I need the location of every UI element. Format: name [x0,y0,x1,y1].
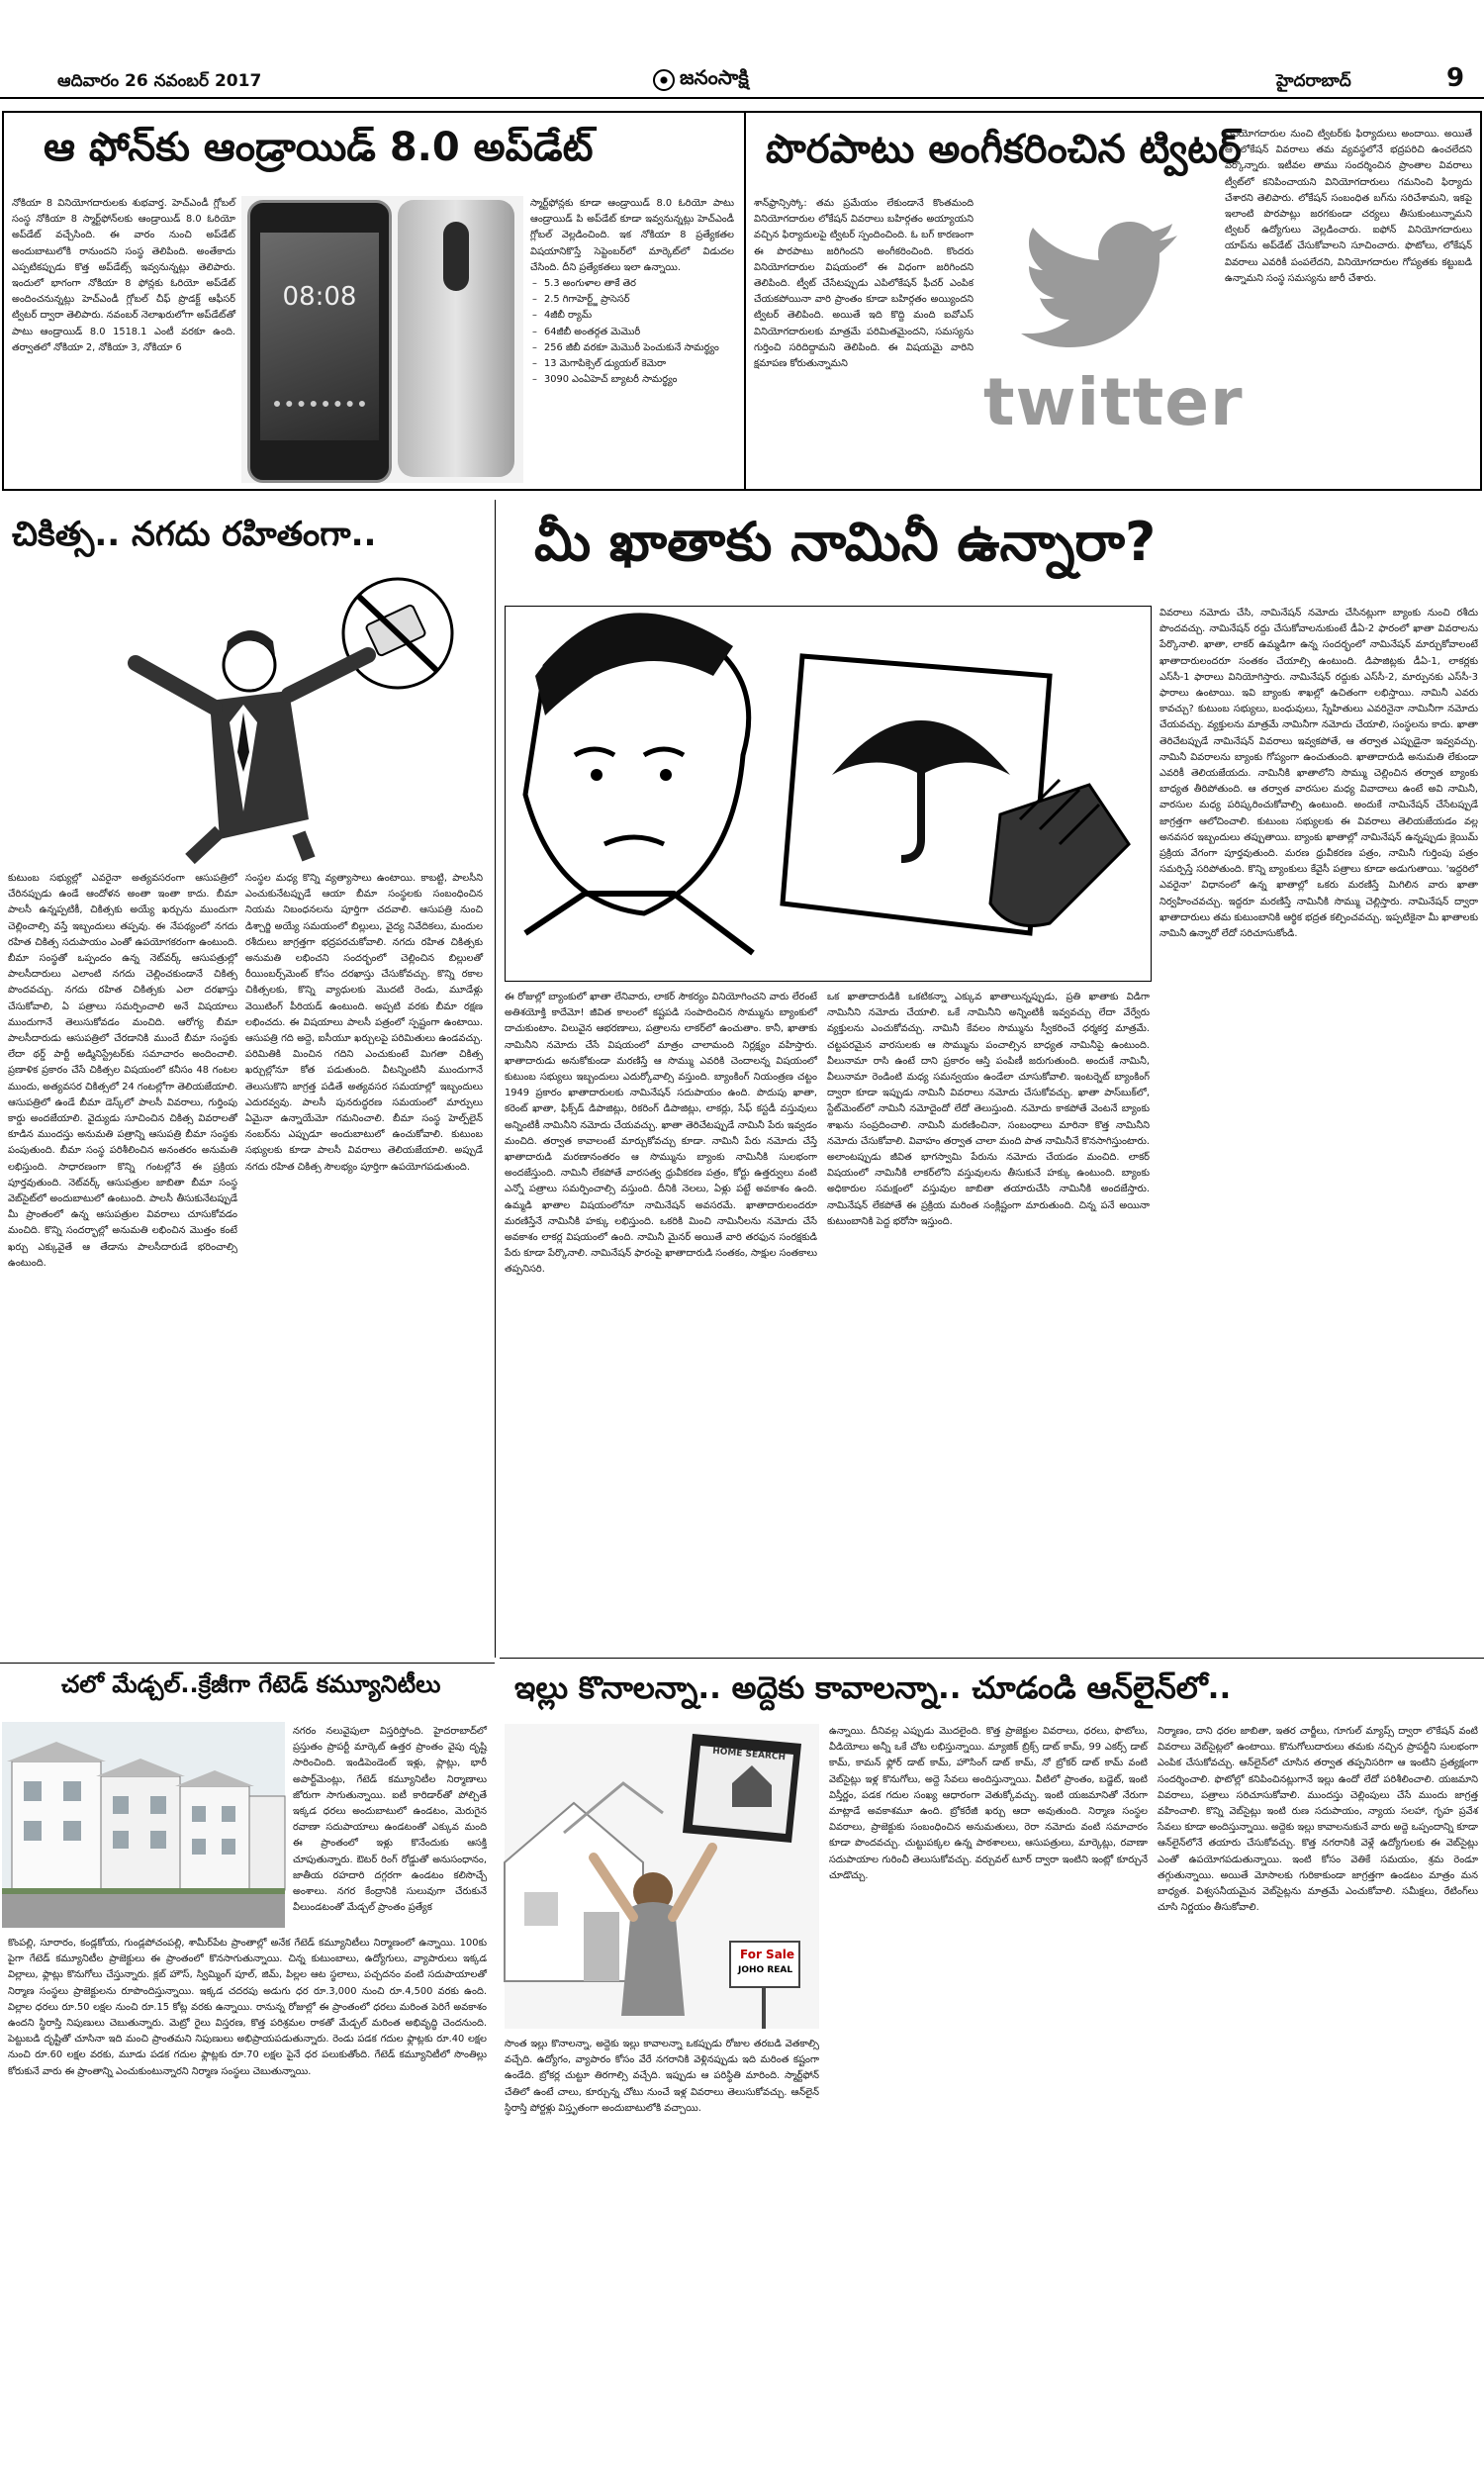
apartment-buildings-icon [2,1722,285,1928]
android-col2 [530,196,734,483]
worried-man-umbrella-icon [506,607,1151,981]
logo-emblem-icon [653,69,675,91]
twitter-story [744,111,1482,491]
twitter-wordmark: twitter [983,364,1244,440]
twitter-headline: పొరపాటు అంగీకరించిన ట్విటర్ [766,127,1242,172]
android-lead-text: నోకియా 8 వినియోగదారులకు శుభవార్త. హెచ్‌ఎండీ గ్లోబల్ సంస్థ నోకియా 8 స్మార్ట్‌ఫోన్‌లకు ఆండ్రాయిడ్ 8.0 ఓరియో అప్‌డేట్ వచ్చేసింది. ఈ వారం నుంచి అప్‌డేట్ అందుబాటులోకి రానుందని సంస్థ తెలిపింది. అంతేకాదు ఎప్పటికప్పుడు కొత్త అప్‌డేట్స్ ఇవ్వనున్నట్లు తెలిపారు. ఇందులో భాగంగా నోకియా 8 ఫోన్లకు ఓరియో అప్‌డేట్ అందించనున్నట్లు హెచ్‌ఎండీ గ్లోబల్ చీఫ్ ప్రొడక్ట్ ఆఫీసర్ ట్విటర్ ద్వారా తెలిపారు. నవంబర్ నెలాఖరులోగా అప్‌డేట్‌తో పాటు ఆండ్రాయిడ్ 8.0 1518.1 ఎంటీ వరకూ ఉంది. తర్వాతలో నోకియా 2, నోకియా 3, నోకియా 6 [12,198,235,353]
online-col1-tail: సొంత ఇల్లు కొనాలన్నా, అద్దెకు ఇల్లు కావాలన్నా ఒకప్పుడు రోజుల తరబడి వెతకాల్సి వచ్చేది. ఉద్యోగం, వ్యాపారం కోసం వేరే నగరానికి వెళ్లినప్పుడు ఇది మరింత కష్టంగా ఉండేది. బ్రోకర్ల చుట్టూ తిరగాల్సి వచ్చేది. ఇప్పుడు ఆ పరిస్థితి మారింది. స్మార్ట్‌ఫోన్ చేతిలో ఉంటే చాలు, కూర్చున్న చోటు నుంచే ఇళ్ల వివరాలు తెలుసుకోవచ్చు. ఆన్‌లైన్ స్థిరాస్తి పోర్టళ్లు విస్తృతంగా అందుబాటులోకి వచ్చాయి. [505,2039,819,2114]
spec-item: – 2.5 గిగాహెర్ట్జ్ ప్రాసెసర్ [544,292,734,308]
online-headline: ఇల్లు కొనాలన్నా.. అద్దెకు కావాలన్నా.. చూడండి ఆన్‌లైన్‌లో.. [514,1670,1232,1706]
spec-item: – 5.3 అంగుళాల తాకే తెర [544,276,734,292]
health-headline: చికిత్స.. నగదు రహితంగా.. [12,515,377,554]
gated-community-image [2,1722,285,1928]
page-number: 9 [1446,63,1465,93]
masthead [0,0,1484,99]
cashless-treatment-illustration [2,574,487,859]
gated-col-right: నగరం నలువైపులా విస్తరిస్తోంది. హైదరాబాద్‌లో ప్రస్తుతం ప్రాపర్టీ మార్కెట్ ఉత్తర ప్రాంతం వైపు దృష్టి సారించింది. ఇండిపెండెంట్ ఇళ్లు, ప్లాట్లు, భారీ అపార్ట్‌మెంట్లు, గేటెడ్ కమ్యూనిటీల నిర్మాణాలు జోరుగా సాగుతున్నాయి. ఐటీ కారిడార్‌తో పోల్చితే ఇక్కడ ధరలు అందుబాటులో ఉండటం, మెరుగైన రవాణా సదుపాయాలు ఉండటంతో ఎక్కువ మంది ఈ ప్రాంతంలో ఇళ్లు కొనేందుకు ఆసక్తి చూపుతున్నారు. ఔటర్ రింగ్ రోడ్డుతో అనుసంధానం, జాతీయ రహదారి దగ్గరగా ఉండటం కలిసొచ్చే అంశాలు. నగర కేంద్రానికి సులువుగా చేరుకునే వీలుండటంతో మేడ్చల్ ప్రాంతం ప్రత్యేక [293,1726,487,1914]
gated-bottom-text: కొంపల్లి, సూరారం, కండ్లకోయ, గుండ్లపోచంపల్లి, శామీర్‌పేట ప్రాంతాల్లో అనేక గేటెడ్ కమ్యూనిటీలు నిర్మాణంలో ఉన్నాయి. 100కు పైగా గేటెడ్ కమ్యూనిటీల ప్రాజెక్టులు ఈ ప్రాంతంలో కొనసాగుతున్నాయి. చిన్న కుటుంబాలు, ఉద్యోగులు, వ్యాపారులు ఇక్కడ విల్లాలు, ఫ్లాట్లు కొనుగోలు చేస్తున్నారు. క్లబ్ హౌస్, స్విమ్మింగ్ పూల్, జిమ్, పిల్లల ఆట స్థలాలు, పచ్చదనం వంటి సదుపాయాలతో నిర్మాణ సంస్థలు ప్రాజెక్టులను రూపొందిస్తున్నాయి. ఇక్కడ చదరపు అడుగు ధర రూ.3,000 నుంచి రూ.4,500 వరకు ఉంది. విల్లాల ధరలు రూ.50 లక్షల నుంచి రూ.15 కోట్ల వరకు ఉన్నాయి. రానున్న రోజుల్లో ఈ ప్రాంతంలో ధరలు మరింత పెరిగే అవకాశం ఉందని స్థిరాస్తి నిపుణులు చెబుతున్నారు. మెట్రో రైలు విస్తరణ, కొత్త పరిశ్రమల రాకతో మేడ్చల్ మరింత అభివృద్ధి చెందనుంది. పెట్టుబడి దృష్టితో చూసినా ఇది మంచి ప్రాంతమని నిపుణులు అభిప్రాయపడుతున్నారు. రెండు పడక గదుల ఫ్లాట్లకు రూ.40 లక్షల నుంచి రూ.60 లక్షల వరకు, మూడు పడక గదుల ఫ్లాట్లకు రూ.70 లక్షల పైనే ధర పలుకుతోంది. గేటెడ్ కమ్యూనిటీలో సొంతిల్లు కోరుకునే వారు ఈ ప్రాంతాన్ని ఎంచుకుంటున్నారని నిర్మాణ సంస్థలు చెబుతున్నాయి. [8,1938,487,2077]
phone-front [247,200,392,483]
sign-brand: JOHO REAL [738,1965,793,1975]
online-col3: నిర్మాణం, దాని ధరల జాబితా, ఇతర చార్జీలు, గూగుల్ మ్యాప్స్ ద్వారా లొకేషన్ వంటి వివరాలు వెబ్‌సైట్లలో ఉంటాయి. కొనుగోలుదారులు తమకు నచ్చిన ప్రాపర్టీని సులభంగా ఎంపిక చేసుకోవచ్చు. ఆన్‌లైన్‌లో చూసిన తర్వాత తప్పనిసరిగా ఆ ఇంటిని ప్రత్యక్షంగా సందర్శించాలి. ఫొటోల్లో కనిపించినట్లుగానే ఇల్లు ఉందో లేదో పరిశీలించాలి. యజమాని వివరాలు, పత్రాలు సరిచూసుకోవాలి. ముందస్తు చెల్లింపులు చేసే ముందు జాగ్రత్త వహించాలి. కొన్ని వెబ్‌సైట్లు ఇంటి రుణ సదుపాయం, న్యాయ సలహా, గృహ ప్రవేశ సేవలు కూడా అందిస్తున్నాయి. అద్దెకు ఇల్లు కావాలనుకునే వారు అద్దె ఒప్పందాన్ని కూడా ఆన్‌లైన్‌లోనే తయారు చేసుకోవచ్చు. కొత్త నగరానికి వెళ్లే ఉద్యోగులకు ఈ వెబ్‌సైట్లు ఎంతో ఉపయోగపడుతున్నాయి. ఇంటి కోసం వెతికే సమయం, శ్రమ రెండూ తగ్గుతున్నాయి. అయితే మోసాలకు గురికాకుండా జాగ్రత్తగా ఉండటం మాత్రం మన బాధ్యత. విశ్వసనీయమైన వెబ్‌సైట్లను మాత్రమే ఎంచుకోవాలి. సమీక్షలు, రేటింగ్‌లు చూసి నిర్ణయం తీసుకోవాలి. [1158,1726,1478,1914]
spec-item: – 4జీబీ ర్యామ్ [544,308,734,324]
spec-item: – 64జీబీ అంతర్గత మెమొరీ [544,325,734,340]
spec-item: – 3090 ఎంఏహెచ్ బ్యాటరీ సామర్థ్యం [544,372,734,388]
android-col2-intro: స్మార్ట్‌ఫోన్లకు కూడా ఆండ్రాయిడ్ 8.0 ఓరియో పాటు ఆండ్రాయిడ్ పి అప్‌డేట్ కూడా ఇవ్వనున్నట్లు హెచ్‌ఎండీ గ్లోబల్ వెల్లడించింది. ఇక నోకియా 8 ప్రత్యేకతల విషయానికొస్తే సెప్టెంబర్‌లో మార్కెట్‌లో విడుదల చేసింది. దీని ప్రత్యేకతలు ఇలా ఉన్నాయి. [530,198,734,273]
phone-back [398,200,514,477]
nominee-col1: ఈ రోజుల్లో బ్యాంకులో ఖాతా లేనివారు, లాకర్ సౌకర్యం వినియోగించని వారు లేరంటే అతిశయోక్తి కాదేమో! జీవిత కాలంలో కష్టపడి సంపాదించిన సొమ్మును బ్యాంకులో దాచుకుంటాం. విలువైన ఆభరణాలు, పత్రాలను లాకర్‌లో ఉంచుతాం. కానీ, ఖాతాకు నామినీని నమోదు చేసే విషయంలో మాత్రం చాలామంది నిర్లక్ష్యం వహిస్తారు. ఖాతాదారుడు అనుకోకుండా మరణిస్తే ఆ సొమ్ము ఎవరికి చెందాలన్న విషయంలో కుటుంబ సభ్యులు ఇబ్బందులు ఎదుర్కోవాల్సి వస్తుంది. బ్యాంకింగ్ నియంత్రణ చట్టం 1949 ప్రకారం ఖాతాదారులకు నామినేషన్ సదుపాయం ఉంది. పొదుపు ఖాతా, కరెంట్ ఖాతా, ఫిక్స్‌డ్ డిపాజిట్లు, రికరింగ్ డిపాజిట్లు, లాకర్లు, సేఫ్ కస్టడీ వస్తువులు అన్నింటికీ నామినీని నమోదు చేయవచ్చు. ఖాతా తెరిచేటప్పుడే నామినీ పేరు ఇవ్వడం మంచిది. తర్వాత కావాలంటే మార్చుకోవచ్చు కూడా. నామినీ పేరు నమోదు చేస్తే ఖాతాదారుడి మరణానంతరం ఆ సొమ్మును బ్యాంకు నామినీకి సులభంగా అందజేస్తుంది. నామినీ లేకపోతే వారసత్వ ధ్రువీకరణ పత్రం, కోర్టు ఉత్తర్వులు వంటి ఎన్నో పత్రాలు సమర్పించాల్సి వస్తుంది. దీనికి నెలలు, ఏళ్లు పట్టే అవకాశం ఉంది. ఉమ్మడి ఖాతాల విషయంలోనూ నామినేషన్ అవసరమే. ఖాతాదారులందరూ మరణిస్తేనే నామినీకి హక్కు లభిస్తుంది. ఒకరికి మించి నామినీలను నమోదు చేసే అవకాశం లాకర్ల విషయంలో ఉంది. నామినీ మైనర్ అయితే వారి తరఫున సంరక్షకుడి పేరు కూడా పేర్కొనాలి. నామినేషన్ ఫారంపై ఖాతాదారుడి సంతకం, సాక్షుల సంతకాలు తప్పనిసరి. [505,992,817,1276]
twitter-bird-icon [1019,216,1187,354]
masthead-rule [0,97,1484,99]
phone-app-row [274,401,365,419]
woman-laptop-house-icon [505,1724,819,2029]
twitter-col1: శాన్‌ఫ్రాన్సిస్కో: తమ ప్రమేయం లేకుండానే కొంతమంది వినియోగదారుల లోకేషన్ వివరాలు బహిర్గతం అయ్యాయని వచ్చిన ఫిర్యాదులపై ట్విటర్ స్పందించింది. ఓ బగ్ కారణంగా ఈ పొరపాటు జరిగిందని అంగీకరించింది. కొందరు వినియోగదారుల విషయంలో ఈ విధంగా జరిగిందని తెలిపింది. ట్వీట్ చేసేటప్పుడు ఎపిలోకేషన్ ఫీచర్ ఎంపిక చేయకపోయినా వారి ప్రాంతం కూడా బహిర్గతం అయ్యిందని ట్విటర్ తెలిపింది. అయితే ఇది కొద్ది మంది ఐవోఎస్ వినియోగదారులకు మాత్రమే పరిమితమైందని, సమస్యను గుర్తించి సరిదిద్దామని తెలిపింది. ఈ విషయమై వారిని క్షమాపణ కోరుతున్నామని [754,198,974,370]
city-name: హైదరాబాద్ [1276,71,1351,91]
dual-camera-icon [443,222,469,291]
paper-name: జనంసాక్షి [680,65,749,89]
nominee-col3: వివరాలు నమోదు చేసి, నామినేషన్ నమోదు చేసినట్లుగా బ్యాంకు నుంచి రశీదు పొందవచ్చు. నామినేషన్ రద్దు చేసుకోవాలనుకుంటే డీఏ-2 ఫారంలో ఖాతా వివరాలను పేర్కొనాలి. ఖాతా, లాకర్ ఉమ్మడిగా ఉన్న సందర్భంలో నామినేషన్ మార్చుకోవాలంటే ఖాతాదారులందరూ సంతకం చేయాల్సి ఉంటుంది. డిపాజిట్లకు డీఏ-1, లాకర్లకు ఎస్‌సీ-1 ఫారాలు వినియోగిస్తారు. నామినేషన్ రద్దుకు ఎస్‌సీ-2, మార్పునకు ఎస్‌సీ-3 ఫారాలు ఉంటాయి. ఇవి బ్యాంకు శాఖల్లో ఉచితంగా లభిస్తాయి. నామినీ ఎవరు కావచ్చు? కుటుంబ సభ్యులు, బంధువులు, స్నేహితులు ఎవరినైనా నామినీగా నమోదు చేయవచ్చు. వ్యక్తులను మాత్రమే నామినీగా నమోదు చేయాలి, సంస్థలను కాదు. ఖాతా తెరిచేటప్పుడే నామినేషన్ వివరాలు ఇవ్వకపోతే, ఆ తర్వాత ఎప్పుడైనా ఇవ్వవచ్చు. నామినీ వివరాలను బ్యాంకు గోప్యంగా ఉంచుతుంది. ఖాతాదారుడి అనుమతి లేకుండా ఎవరికీ తెలియజేయదు. నామినీకి ఖాతాలోని సొమ్ము చెల్లించిన తర్వాత బ్యాంకు బాధ్యత తీరిపోతుంది. ఆ తర్వాత వారసుల మధ్య వివాదాలు ఉంటే అవి నామినీ, వారసుల మధ్య పరిష్కరించుకోవాల్సి ఉంటుంది. అందుకే నామినేషన్ చేసేటప్పుడే జాగ్రత్తగా ఆలోచించాలి. కుటుంబ సభ్యులకు ఈ వివరాలు తెలియజేయడం వల్ల అనవసర ఇబ్బందులు తప్పుతాయి. బ్యాంకు ఖాతాల్లో నామినేషన్ ఉన్నప్పుడు క్లెయిమ్ ప్రక్రియ వేగంగా పూర్తవుతుంది. మరణ ధ్రువీకరణ పత్రం, నామినీ గుర్తింపు పత్రం సమర్పిస్తే సరిపోతుంది. కొన్ని బ్యాంకులు కేవైసీ పత్రాలు కూడా అడుగుతాయి. 'ఇద్దరిలో ఎవరైనా' విధానంలో ఉన్న ఖాతాల్లో ఒకరు మరణిస్తే మిగిలిన వారు ఖాతా నిర్వహించవచ్చు. ఇద్దరూ మరణిస్తే నామినీకి సొమ్ము చెల్లిస్తారు. నామినేషన్ ద్వారా ఖాతాదారులు తమ కుటుంబానికి ఆర్థిక భద్రత కల్పించవచ్చు. ఇప్పటికైనా మీ ఖాతాలకు నామినీ ఉన్నారో లేదో సరిచూసుకోండి. [1159,608,1478,940]
online-col2: ఉన్నాయి. దీనివల్ల ఎప్పుడు మొదలైంది. కొత్త ప్రాజెక్టుల వివరాలు, ధరలు, ఫొటోలు, వీడియోలు అన్నీ ఒకే చోట లభిస్తున్నాయి. మ్యాజిక్ బ్రిక్స్ డాట్ కామ్, 99 ఎకర్స్ డాట్ కామ్, కామన్ ఫ్లోర్ డాట్ కామ్, హౌసింగ్ డాట్ కామ్, నో బ్రోకర్ డాట్ కామ్ వంటి వెబ్‌సైట్లు ఇళ్ల కొనుగోలు, అద్దె సేవలు అందిస్తున్నాయి. వీటిలో ప్రాంతం, బడ్జెట్, ఇంటి విస్తీర్ణం, పడక గదుల సంఖ్య ఆధారంగా వెతుక్కోవచ్చు. ఇంటి యజమానితో నేరుగా మాట్లాడే అవకాశమూ ఉంది. బ్రోకరేజీ ఖర్చు ఆదా అవుతుంది. నిర్మాణ సంస్థల వివరాలు, ప్రాజెక్టుకు సంబంధించిన అనుమతులు, రెరా నమోదు వంటి సమాచారం కూడా పొందవచ్చు. చుట్టుపక్కల ఉన్న పాఠశాలలు, ఆసుపత్రులు, మార్కెట్లు, రవాణా సదుపాయాల గురించీ తెలుసుకోవచ్చు. వర్చువల్ టూర్ ద్వారా ఇంటిని ఇంట్లో కూర్చునే చూడొచ్చు. [829,1726,1148,1881]
nokia-phone-image [241,196,523,483]
twitter-col2: వినియోగదారుల నుంచి ట్విటర్‌కు ఫిర్యాదులు అందాయి. అయితే ఆ లోకేషన్ వివరాలు తమ వ్యవస్థలోనే భద్రపరిచి ఉంచలేదని పేర్కొన్నారు. ఇటీవల తాము సందర్శించిన ప్రాంతాల వివరాలు ట్వీట్‌లో కనిపించాయని వినియోగదారులు గమనించి ఫిర్యాదు చేశారని తెలిపారు. లోకేషన్ సంబంధిత బగ్‌ను సరిచేశామని, ఇకపై ఇలాంటి పొరపాట్లు జరగకుండా చర్యలు తీసుకుంటున్నామని ట్విటర్ ఉద్యోగులు వెల్లడించారు. ఐఫోన్ వినియోగదారులు యాప్‌ను అప్‌డేట్ చేసుకోవాలని సూచించారు. ఫొటోలు, లోకేషన్ వివరాలు ఎవరికీ పంపలేదని, వినియోగదారుల గోప్యతకు కట్టుబడి ఉన్నామని సంస్థ సమస్యను జారీ చేశారు. [1225,129,1472,284]
nominee-col2: ఒక ఖాతాదారుడికి ఒకటికన్నా ఎక్కువ ఖాతాలున్నప్పుడు, ప్రతి ఖాతాకు విడిగా నామినీని నమోదు చేయాలి. ఒకే నామినీని అన్నింటికీ ఇవ్వవచ్చు లేదా వేర్వేరు వ్యక్తులను ఎంచుకోవచ్చు. నామినీ కేవలం సొమ్మును స్వీకరించే ధర్మకర్త మాత్రమే. చట్టపరమైన వారసులకు ఆ సొమ్మును పంచాల్సిన బాధ్యత నామినీపై ఉంటుంది. వీలునామా రాసి ఉంటే దాని ప్రకారం ఆస్తి పంపిణీ జరుగుతుంది. అందుకే నామినీ, వీలునామా రెండింటి మధ్య సమన్వయం ఉండేలా చూసుకోవాలి. ఇంటర్నెట్ బ్యాంకింగ్ ద్వారా కూడా ఇప్పుడు నామినీ వివరాలు నమోదు చేసుకోవచ్చు. ఖాతా పాస్‌బుక్‌లో, స్టేట్‌మెంట్‌లో నామినీ నమోదైందో లేదో తెలుస్తుంది. నమోదు కాకపోతే వెంటనే బ్యాంకు శాఖను సంప్రదించాలి. నామినీ మరణించినా, సంబంధాలు మారినా కొత్త నామినీని నమోదు చేసుకోవాలి. వివాహం తర్వాత చాలా మంది పాత నామినీనే కొనసాగిస్తుంటారు. అలాంటప్పుడు జీవిత భాగస్వామి పేరును నమోదు చేయడం మంచిది. లాకర్ విషయంలో నామినీకి లాకర్‌లోని వస్తువులను తీసుకునే హక్కు ఉంటుంది. బ్యాంకు అధికారుల సమక్షంలో వస్తువుల జాబితా తయారుచేసి నామినీకి అందజేస్తారు. నామినేషన్ లేకపోతే ఈ ప్రక్రియ మరింత సంక్లిష్టంగా మారుతుంది. చిన్న పనే అయినా కుటుంబానికి పెద్ద భరోసా ఇస్తుంది. [827,992,1150,1227]
twitter-logo-graphic [979,196,1244,483]
paper-logo [653,65,749,94]
android-headline: ఆ ఫోన్‌కు ఆండ్రాయిడ్ 8.0 అప్‌డేట్ [44,125,594,170]
issue-date: ఆదివారం 26 నవంబర్ 2017 [57,71,262,91]
left-column-rule [495,500,496,1658]
android-story [2,111,746,491]
for-sale-sign: For Sale [740,1948,795,1961]
spec-item: – 256 జీబీ వరకూ మెమొరీ పెంచుకునే సామర్థ్యం [544,340,734,356]
health-col1: కుటుంబ సభ్యుల్లో ఎవరైనా అత్యవసరంగా ఆసుపత్రిలో చేరినప్పుడు ఉండే ఆందోళన అంతా ఇంతా కాదు. బీమా పాలసీ ఉన్నప్పటికీ, చికిత్సకు అయ్యే ఖర్చును ముందుగా చెల్లించాల్సి వస్తే ఇబ్బందులు తప్పవు. ఈ నేపథ్యంలో నగదు రహిత చికిత్స సదుపాయం ఎంతో ఉపయోగకరంగా ఉంటుంది. బీమా సంస్థతో ఒప్పందం ఉన్న నెట్‌వర్క్ ఆసుపత్రుల్లో పాలసీదారులు ఎలాంటి నగదు చెల్లించకుండానే చికిత్స పొందవచ్చు. నగదు రహిత చికిత్సకు ఎలా దరఖాస్తు చేసుకోవాలి, ఏ పత్రాలు సమర్పించాలి అనే విషయాలు ముందుగానే తెలుసుకోవడం మంచిది. ఆరోగ్య బీమా పాలసీదారుడు ఆసుపత్రిలో చేరడానికి ముందే బీమా సంస్థకు లేదా థర్డ్ పార్టీ అడ్మినిస్ట్రేటర్‌కు సమాచారం అందించాలి. ప్రణాళిక ప్రకారం చేసే చికిత్సల విషయంలో కనీసం 48 గంటల ముందు, అత్యవసర చికిత్సలో 24 గంటల్లోగా తెలియజేయాలి. ఆసుపత్రిలో ఉండే బీమా డెస్క్‌లో పాలసీ వివరాలు, గుర్తింపు కార్డు అందజేయాలి. వైద్యుడు సూచించిన చికిత్స వివరాలతో కూడిన ముందస్తు అనుమతి పత్రాన్ని ఆసుపత్రి బీమా సంస్థకు పంపుతుంది. బీమా సంస్థ పరిశీలించిన అనంతరం అనుమతి లభిస్తుంది. సాధారణంగా కొన్ని గంటల్లోనే ఈ ప్రక్రియ పూర్తవుతుంది. నెట్‌వర్క్ ఆసుపత్రుల జాబితా బీమా సంస్థ వెబ్‌సైట్‌లో అందుబాటులో ఉంటుంది. పాలసీ తీసుకునేటప్పుడే మీ ప్రాంతంలో ఉన్న ఆసుపత్రుల వివరాలు చూసుకోవడం మంచిది. కొన్ని సందర్భాల్లో అనుమతి లభించిన మొత్తం కంటే ఖర్చు ఎక్కువైతే ఆ తేడాను పాలసీదారుడే భరించాల్సి ఉంటుంది. [8,873,237,1269]
home-search-screen-label: HOME SEARCH [711,1746,787,1763]
nominee-bottom-rule [500,1658,1484,1659]
nominee-illustration [505,606,1152,982]
spec-item: – 13 మెగాపిక్సెల్ డ్యుయల్ కెమెరా [544,356,734,372]
home-search-image [505,1724,819,2029]
gated-headline: చలో మేడ్చల్‌..క్రేజీగా గేటెడ్ కమ్యూనిటీలు [61,1670,441,1698]
nominee-headline: మీ ఖాతాకు నామినీ ఉన్నారా? [534,511,1157,573]
phone-clock: 08:08 [282,282,357,312]
gated-top-rule [0,1663,495,1664]
phone-screen [260,233,379,440]
man-with-card-icon [2,574,487,859]
health-col2: సంస్థల మధ్య కొన్ని వ్యత్యాసాలు ఉంటాయి. కాబట్టి, పాలసీని ఎంచుకునేటప్పుడే ఆయా బీమా సంస్థలకు సంబంధించిన నియమ నిబంధనలను పూర్తిగా చదవాలి. ఆసుపత్రి నుంచి డిశ్చార్జి అయ్యే సమయంలో బిల్లులు, వైద్య నివేదికలు, మందుల రశీదులు జాగ్రత్తగా భద్రపరచుకోవాలి. నగదు రహిత చికిత్సకు అనుమతి లభించని సందర్భంలో చెల్లించిన బిల్లులతో రీయింబర్స్‌మెంట్ కోసం దరఖాస్తు చేసుకోవచ్చు. కొన్ని రకాల చికిత్సలకు, కొన్ని వ్యాధులకు మొదటి రెండు, మూడేళ్లు వెయిటింగ్ పీరియడ్ ఉంటుంది. అప్పటి వరకు బీమా రక్షణ లభించదు. ఈ విషయాలు పాలసీ పత్రంలో స్పష్టంగా ఉంటాయి. ఆసుపత్రి గది అద్దె, ఐసీయూ ఖర్చులపై పరిమితులు ఉండవచ్చు. పరిమితికి మించిన గదిని ఎంచుకుంటే మిగతా చికిత్స ఖర్చుల్లోనూ కోత పడుతుంది. వీటన్నింటినీ ముందుగానే తెలుసుకొని జాగ్రత్త పడితే అత్యవసర సమయాల్లో ఇబ్బందులు ఎదురవ్వవు. పాలసీ పునరుద్ధరణ సమయంలో మార్పులు ఏమైనా ఉన్నాయేమో గమనించాలి. బీమా సంస్థ హెల్ప్‌లైన్ నంబర్‌ను ఎప్పుడూ అందుబాటులో ఉంచుకోవాలి. కుటుంబ సభ్యులకు కూడా పాలసీ వివరాలు తెలియజేయాలి. అప్పుడే నగదు రహిత చికిత్స సౌలభ్యం పూర్తిగా ఉపయోగపడుతుంది. [245,873,483,1173]
spec-list [530,276,734,388]
